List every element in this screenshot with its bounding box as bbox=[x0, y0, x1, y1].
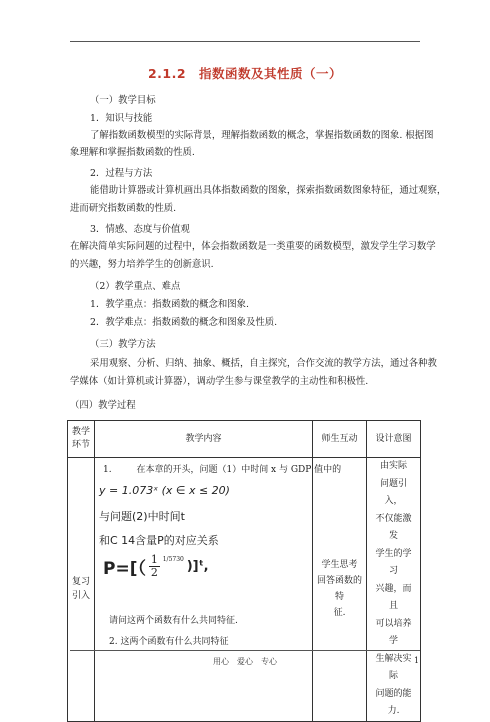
table-header-row bbox=[68, 421, 421, 458]
content-line-3: 和C 14含量P的对应关系 bbox=[99, 534, 219, 547]
footer-rule bbox=[70, 650, 420, 651]
header-rule bbox=[70, 41, 420, 42]
paragraph-methods-1: 采用观察、分析、归纳、抽象、概括，自主探究，合作交流的教学方法，通过各种教 bbox=[90, 358, 437, 369]
paragraph-process-2: 进而研究指数函数的性质. bbox=[70, 203, 177, 214]
paragraph-knowledge-2: 象理解和掌握指数函数的性质. bbox=[70, 147, 195, 158]
subsection-process: 2．过程与方法 bbox=[90, 168, 153, 179]
table-row bbox=[68, 458, 421, 722]
fraction: $\frac{1}{2}$ bbox=[150, 553, 158, 579]
formula-carbon14: P=[（ $\frac{1}{2}$ 1/5730 )]ᵗ, bbox=[103, 553, 209, 579]
content-line-1: 1. 在本章的开头，问题（1）中时间 x 与 GDP 值中的 bbox=[103, 465, 342, 475]
teaching-process-table bbox=[67, 420, 421, 722]
stage-cell: 复习 引入 bbox=[68, 458, 95, 722]
content-line-5: 2. 这两个函数有什么共同特征 bbox=[109, 637, 229, 647]
footer-text: 用心 爱心 专心 bbox=[213, 657, 277, 666]
content-line-2: 与问题(2)中时间t bbox=[99, 510, 185, 523]
page-number: 1 bbox=[414, 656, 420, 665]
section-methods: （三）教学方法 bbox=[90, 339, 156, 350]
paragraph-attitude-2: 的兴趣，努力培养学生的创新意识. bbox=[70, 259, 214, 270]
interaction-cell: 学生思考 回答函数的特 征. bbox=[313, 458, 367, 722]
key-point-1: 1．教学重点：指数函数的概念和图象. bbox=[90, 299, 249, 310]
key-point-2: 2．教学难点：指数函数的概念和图象及性质. bbox=[90, 317, 278, 328]
paragraph-attitude-1: 在解决简单实际问题的过程中，体会指数函数是一类重要的函数模型，激发学生学习数学 bbox=[70, 241, 436, 252]
formula-gdp: y = 1.073ˣ (x ∈ x ≤ 20) bbox=[99, 484, 230, 497]
section-key-points: （2）教学重点、难点 bbox=[90, 281, 181, 292]
subsection-knowledge: 1．知识与技能 bbox=[90, 113, 153, 124]
content-line-4: 请问这两个函数有什么共同特征. bbox=[109, 616, 238, 626]
header-stage: 教学 环节 bbox=[68, 421, 95, 458]
header-content: 教学内容 bbox=[95, 421, 313, 458]
header-interaction: 师生互动 bbox=[313, 421, 367, 458]
header-design: 设计意图 bbox=[367, 421, 421, 458]
section-objectives: （一）教学目标 bbox=[90, 95, 156, 106]
subsection-attitude: 3．情感、态度与价值观 bbox=[90, 224, 190, 235]
paragraph-process-1: 能借助计算器或计算机画出具体指数函数的图象，探索指数函数图象特征，通过观察， bbox=[90, 185, 447, 196]
page-title: 2.1.2 指数函数及其性质（一） bbox=[147, 66, 343, 81]
paragraph-methods-2: 学媒体（如计算机或计算器），调动学生参与课堂教学的主动性和积极性. bbox=[70, 376, 369, 387]
paragraph-knowledge-1: 了解指数函数模型的实际背景，理解指数函数的概念，掌握指数函数的图象. 根据图 bbox=[90, 130, 434, 141]
section-process: （四）教学过程 bbox=[70, 400, 136, 411]
design-cell: 由实际 问题引入， 不仅能激发 学生的学习 兴趣，而且 可以培养学 生解决实际 问题的能 力. bbox=[367, 458, 421, 722]
